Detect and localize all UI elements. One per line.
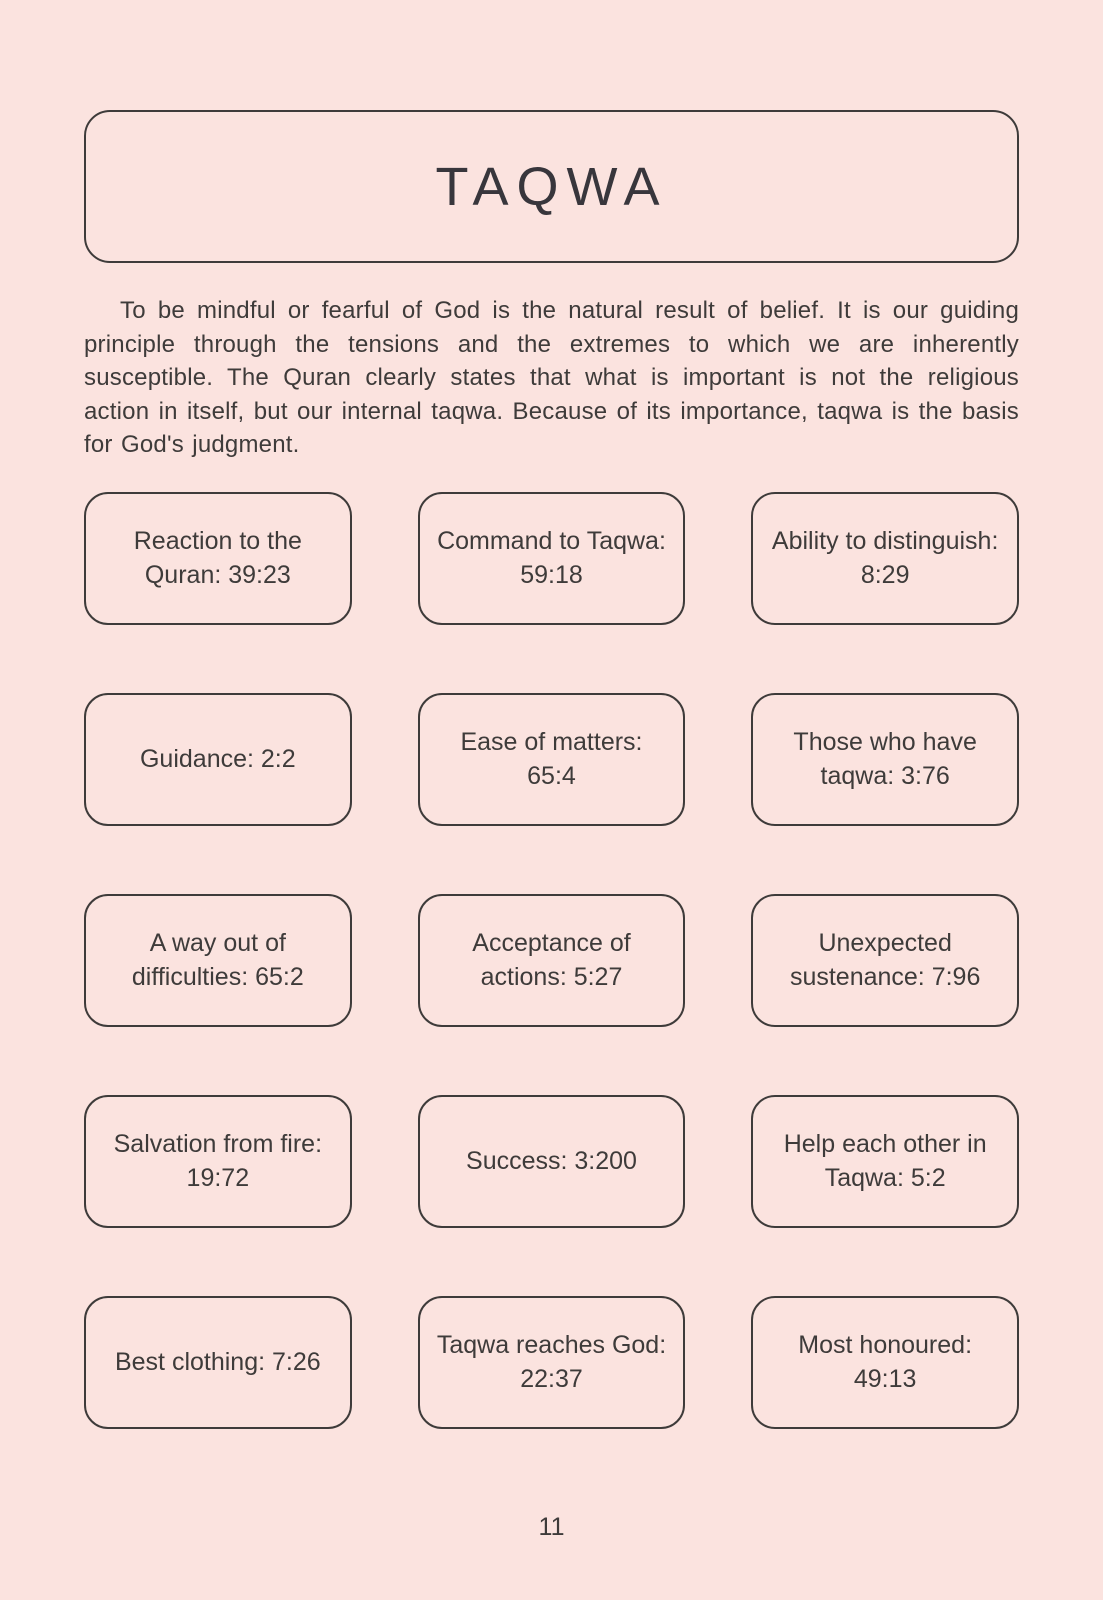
card-label: Help each other in Taqwa: 5:2	[783, 1130, 987, 1192]
card-label: Unexpected sustenance: 7:96	[789, 929, 981, 991]
card-label: Ability to distinguish: 8:29	[771, 527, 999, 589]
card-ease-of-matters	[418, 693, 686, 826]
card-acceptance-of-actions	[418, 894, 686, 1027]
title-box	[84, 110, 1019, 263]
card-label: Guidance: 2:2	[139, 745, 296, 773]
card-taqwa-reaches-god	[418, 1296, 686, 1429]
card-label: Ease of matters: 65:4	[460, 728, 643, 790]
card-unexpected-sustenance	[751, 894, 1019, 1027]
card-label: Most honoured: 49:13	[798, 1331, 973, 1393]
card-best-clothing	[84, 1296, 352, 1429]
intro-paragraph: To be mindful or fearful of God is the natural result of belief. It is our guiding principle through the tensions and the extremes to which we are inherently susceptible. The Quran clearly states that what is important is not the religious action in itself, but our internal taqwa. Because of its importance, taqwa is the basis for God's judgment.	[84, 297, 1019, 458]
card-label: Taqwa reaches God: 22:37	[436, 1331, 667, 1393]
card-salvation-from-fire	[84, 1095, 352, 1228]
card-label: Salvation from fire: 19:72	[113, 1130, 323, 1192]
page-title: TAQWA	[435, 156, 668, 217]
card-label: Command to Taqwa: 59:18	[437, 527, 666, 589]
card-those-who-have-taqwa	[751, 693, 1019, 826]
card-success	[418, 1095, 686, 1228]
card-guidance	[84, 693, 352, 826]
page-number: 11	[538, 1513, 565, 1541]
card-most-honoured	[751, 1296, 1019, 1429]
card-ability-to-distinguish	[751, 492, 1019, 625]
card-reaction-to-quran	[84, 492, 352, 625]
card-label: Those who have taqwa: 3:76	[793, 728, 977, 790]
card-way-out-of-difficulties	[84, 894, 352, 1027]
card-grid	[84, 492, 1019, 1429]
card-label: Acceptance of actions: 5:27	[472, 929, 631, 991]
card-label: A way out of difficulties: 65:2	[131, 929, 304, 991]
card-help-each-other	[751, 1095, 1019, 1228]
card-label: Best clothing: 7:26	[114, 1348, 321, 1376]
card-label: Success: 3:200	[466, 1147, 637, 1175]
card-label: Reaction to the Quran: 39:23	[133, 527, 302, 589]
card-command-to-taqwa	[418, 492, 686, 625]
